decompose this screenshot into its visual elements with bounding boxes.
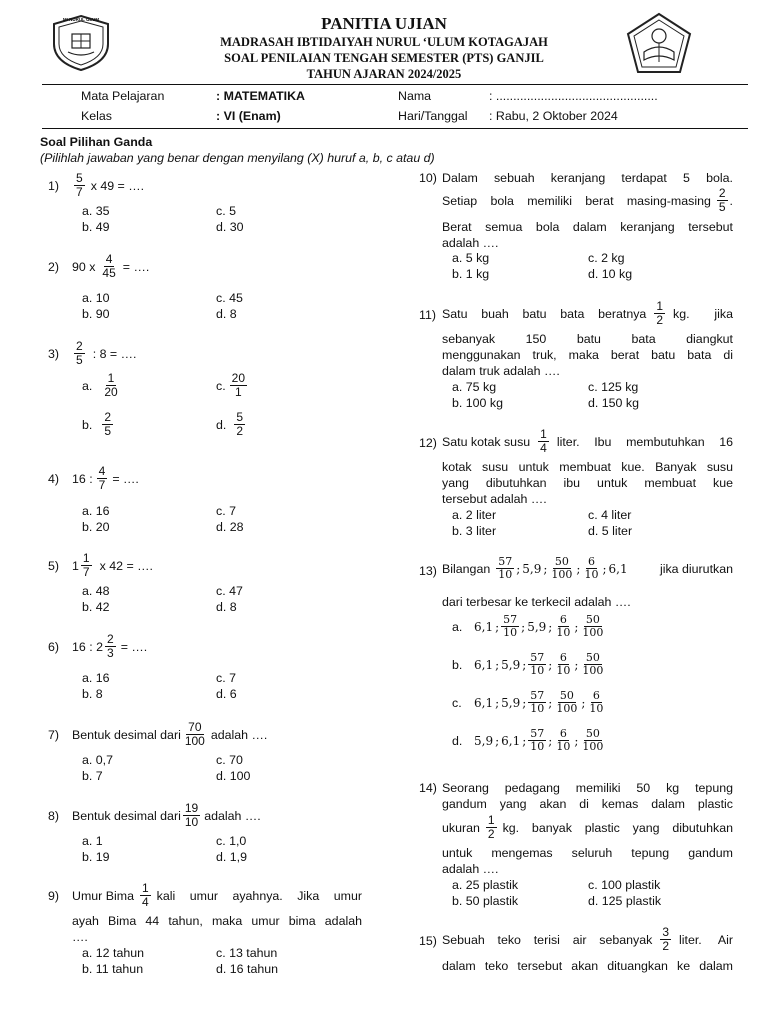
header-title: PANITIA UJIAN <box>321 14 447 33</box>
question-10-line <box>442 187 733 214</box>
question-number: 15) <box>419 934 437 948</box>
question-number: 14) <box>419 781 437 795</box>
denominator: 100 <box>551 568 573 581</box>
question-text: Sebuah teko terisi air sebanyak <box>442 932 653 947</box>
question-text: : 8 = …. <box>92 346 137 361</box>
option-b[interactable] <box>452 652 607 677</box>
denominator: 10 <box>530 740 545 753</box>
denominator: 7 <box>98 478 106 492</box>
numerator: 50 <box>585 651 600 664</box>
denominator: 100 <box>582 626 604 639</box>
question-2 <box>48 253 149 280</box>
fraction <box>102 411 113 438</box>
question-text: x 49 = …. <box>90 178 145 193</box>
class-label: Kelas <box>81 109 112 123</box>
option-c[interactable]: c. 70 <box>216 753 243 767</box>
option-c[interactable] <box>216 372 249 399</box>
fraction <box>660 926 671 953</box>
numerator: 19 <box>184 801 199 815</box>
denominator: 10 <box>530 664 545 677</box>
name-label: Nama <box>398 89 432 103</box>
question-text: kg. jika <box>673 306 733 321</box>
question-text: tersebut adalah …. <box>442 492 547 506</box>
separator: ; <box>495 695 500 710</box>
question-12-line <box>442 428 733 455</box>
denominator: 10 <box>589 702 604 715</box>
separator: ; <box>516 561 521 576</box>
option-a[interactable]: a. 16 <box>82 504 110 518</box>
question-number: 10) <box>419 171 437 185</box>
fraction <box>81 552 92 579</box>
numerator: 6 <box>592 689 600 702</box>
separator: ; <box>522 733 527 748</box>
option-a[interactable]: a. 2 liter <box>452 508 497 522</box>
question-number: 7) <box>48 727 60 742</box>
question-number: 4) <box>48 471 60 486</box>
option-b[interactable]: b. 20 <box>82 520 110 534</box>
denominator: 3 <box>107 646 114 660</box>
number: 5,9 <box>474 733 494 748</box>
numerator: 2 <box>718 186 726 200</box>
number: 6,1 <box>474 657 494 672</box>
fraction <box>74 172 85 199</box>
numerator: 20 <box>231 371 245 385</box>
option-b[interactable]: b. 1 kg <box>452 267 490 281</box>
option-d[interactable]: d. 16 tahun <box>216 962 279 976</box>
denominator: 2 <box>487 827 495 841</box>
number: 6,1 <box>474 695 494 710</box>
question-number: 11) <box>419 308 436 322</box>
option-d[interactable]: d. 150 kg <box>588 396 639 410</box>
separator: ; <box>495 733 500 748</box>
option-a[interactable]: a. 0,7 <box>82 753 114 767</box>
option-a[interactable]: a. 48 <box>82 584 110 598</box>
question-text: 16 : <box>72 471 93 486</box>
question-text: Berat semua bola dalam keranjang tersebut <box>442 220 733 234</box>
question-3 <box>48 340 136 367</box>
separator: ; <box>495 657 500 672</box>
numerator: 57 <box>498 555 513 568</box>
option-b[interactable] <box>82 411 115 438</box>
question-text: kg. banyak plastic yang dibutuhkan <box>502 820 733 835</box>
option-a[interactable]: a. 35 <box>82 204 110 218</box>
denominator: 100 <box>556 702 578 715</box>
mixed-whole: 1 <box>72 558 79 573</box>
question-9 <box>48 882 362 909</box>
numerator: 6 <box>559 727 567 740</box>
number: 5,9 <box>501 657 521 672</box>
numerator: 3 <box>662 925 669 939</box>
question-text: untuk mengemas seluruh tepung gandum <box>442 846 733 860</box>
option-c[interactable]: c. 4 liter <box>588 508 632 522</box>
question-4 <box>48 465 139 492</box>
numerator: 1 <box>141 881 149 895</box>
fraction <box>528 652 546 677</box>
header-exam-name: SOAL PENILAIAN TENGAH SEMESTER (PTS) GANJIL <box>224 51 544 65</box>
fraction <box>105 633 116 660</box>
option-d[interactable]: d. 100 <box>216 769 251 783</box>
fraction <box>528 728 546 753</box>
denominator: 10 <box>556 740 571 753</box>
question-number: 8) <box>48 808 60 823</box>
section-title: Soal Pilihan Ganda <box>40 135 153 149</box>
numerator: 50 <box>585 613 600 626</box>
option-b[interactable]: b. 50 plastik <box>452 894 519 908</box>
option-d[interactable]: d. 6 <box>216 687 237 701</box>
denominator: 5 <box>76 353 83 367</box>
number: 6,1 <box>501 733 521 748</box>
denominator: 7 <box>82 565 90 579</box>
question-number: 6) <box>48 639 60 654</box>
option-letter: d. <box>452 733 463 748</box>
denominator: 10 <box>184 815 199 829</box>
option-b[interactable]: b. 90 <box>82 307 110 321</box>
option-d[interactable] <box>452 728 607 753</box>
question-text: gandum yang akan di kemas dalam plastic <box>442 797 733 811</box>
numerator: 2 <box>104 410 112 424</box>
class-value: : VI (Enam) <box>216 109 281 123</box>
subject-value: : MATEMATIKA <box>216 89 306 103</box>
question-8 <box>48 802 261 829</box>
separator: ; <box>548 657 553 672</box>
number: 5,9 <box>527 619 547 634</box>
question-number: 3) <box>48 346 60 361</box>
fraction <box>538 428 549 455</box>
numerator: 57 <box>503 613 518 626</box>
option-letter: a. <box>82 378 93 393</box>
question-11-line <box>442 300 733 327</box>
option-a[interactable] <box>452 614 607 639</box>
denominator: 5 <box>718 200 726 214</box>
option-b[interactable]: b. 8 <box>82 687 103 701</box>
fraction <box>587 690 605 715</box>
denominator: 2 <box>236 424 244 438</box>
header-divider <box>42 84 748 85</box>
fraction <box>501 614 519 639</box>
denominator: 7 <box>76 185 83 199</box>
question-text: dalam teko tersebut akan dituangkan ke dalam <box>442 959 733 973</box>
option-c[interactable]: c. 7 <box>216 504 236 518</box>
question-text: ayah Bima 44 tahun, maka umur bima adalah <box>72 914 362 928</box>
date-value: : Rabu, 2 Oktober 2024 <box>489 109 618 123</box>
separator: ; <box>522 657 527 672</box>
denominator: 100 <box>582 740 604 753</box>
name-field: : ............................................... <box>489 89 658 103</box>
option-a[interactable]: a. 1 <box>82 834 103 848</box>
fraction <box>582 556 600 581</box>
option-c[interactable]: c. 7 <box>216 671 236 685</box>
separator: ; <box>574 657 579 672</box>
denominator: 2 <box>656 313 663 327</box>
question-text: = …. <box>120 639 148 654</box>
numerator: 6 <box>559 651 567 664</box>
question-text: kotak susu untuk membuat kue. Banyak susu <box>442 460 733 474</box>
option-b[interactable]: b. 49 <box>82 220 110 234</box>
question-text: menggunakan truk, maka berat batu bata di <box>442 348 733 362</box>
fraction <box>580 652 605 677</box>
option-c[interactable]: c. 5 <box>216 204 236 218</box>
numerator: 1 <box>540 427 547 441</box>
question-text: Umur Bima <box>72 888 134 903</box>
option-b[interactable]: b. 3 liter <box>452 524 497 538</box>
question-number: 1) <box>48 178 60 193</box>
fraction <box>554 690 579 715</box>
question-number: 13) <box>419 564 437 578</box>
option-d[interactable]: d. 28 <box>216 520 244 534</box>
header-year: TAHUN AJARAN 2024/2025 <box>306 67 462 81</box>
question-text: Satu buah batu bata beratnya <box>442 306 647 321</box>
info-divider <box>42 128 748 129</box>
fraction <box>554 728 572 753</box>
option-c[interactable]: c. 47 <box>216 584 243 598</box>
number: 6,1 <box>608 561 628 576</box>
numerator: 57 <box>530 727 545 740</box>
fraction <box>486 814 497 841</box>
number-list <box>474 728 607 753</box>
numerator: 4 <box>98 464 106 478</box>
option-letter: c. <box>452 695 462 710</box>
fraction <box>554 652 572 677</box>
logo-left-text: MI NURUL ULUM <box>62 17 100 22</box>
separator: ; <box>548 733 553 748</box>
separator: ; <box>581 695 586 710</box>
denominator: 10 <box>530 702 545 715</box>
option-a[interactable]: a. 12 tahun <box>82 946 145 960</box>
option-c[interactable]: c. 100 plastik <box>588 878 661 892</box>
fraction <box>102 372 119 399</box>
option-c[interactable]: c. 2 kg <box>588 251 625 265</box>
punctuation: . <box>729 193 733 208</box>
question-number: 5) <box>48 558 60 573</box>
question-text: yang dibutuhkan ibu untuk membuat kue <box>442 476 733 490</box>
numerator: 57 <box>530 689 545 702</box>
question-5 <box>48 552 153 579</box>
number-list <box>474 652 607 677</box>
number-list <box>474 614 607 639</box>
header-school-name: MADRASAH IBTIDAIYAH NURUL ‘ULUM KOTAGAJAH <box>220 35 548 49</box>
option-b[interactable]: b. 100 kg <box>452 396 503 410</box>
option-a[interactable]: a. 5 kg <box>452 251 490 265</box>
question-text: liter. Air <box>679 932 733 947</box>
option-d[interactable] <box>216 411 247 438</box>
numerator: 5 <box>236 410 244 424</box>
question-text: adalah …. <box>204 808 261 823</box>
question-text: 16 : 2 <box>72 639 104 654</box>
question-text: x 42 = …. <box>99 558 153 573</box>
fraction <box>140 882 151 909</box>
numerator: 1 <box>487 813 495 827</box>
denominator: 100 <box>184 734 205 748</box>
option-letter: d. <box>216 417 227 432</box>
option-letter: b. <box>452 657 463 672</box>
option-c[interactable]: c. 13 tahun <box>216 946 278 960</box>
question-number: 9) <box>48 888 60 903</box>
denominator: 4 <box>141 895 149 909</box>
option-letter: a. <box>452 619 463 634</box>
option-d[interactable]: d. 125 plastik <box>588 894 662 908</box>
question-text: Seorang pedagang memiliki 50 kg tepung <box>442 781 733 795</box>
number: 6,1 <box>474 619 494 634</box>
numerator: 50 <box>585 727 600 740</box>
question-text: adalah …. <box>210 727 268 742</box>
separator: ; <box>602 561 607 576</box>
denominator: 2 <box>662 939 669 953</box>
section-instruction: (Pilihlah jawaban yang benar dengan menyilang (X) huruf a, b, c atau d) <box>40 151 435 165</box>
option-a[interactable] <box>82 372 122 399</box>
option-a[interactable]: a. 25 plastik <box>452 878 519 892</box>
denominator: 20 <box>104 385 118 399</box>
option-d[interactable]: d. 30 <box>216 220 244 234</box>
denominator: 4 <box>540 441 547 455</box>
separator: ; <box>548 619 553 634</box>
question-text: ukuran <box>442 820 480 835</box>
question-text: dalam truk adalah …. <box>442 364 560 378</box>
denominator: 10 <box>556 664 571 677</box>
option-letter: b. <box>82 417 93 432</box>
denominator: 10 <box>498 568 513 581</box>
question-text: adalah …. <box>442 862 499 876</box>
question-text: = …. <box>122 259 150 274</box>
question-text: dari terbesar ke terkecil adalah …. <box>442 595 631 609</box>
numerator: 4 <box>105 252 113 266</box>
option-c[interactable]: c. 45 <box>216 291 243 305</box>
date-label: Hari/Tanggal <box>398 109 468 123</box>
question-15-line <box>442 926 733 953</box>
question-number: 12) <box>419 436 437 450</box>
question-text: Bentuk desimal dari <box>72 808 181 823</box>
question-7 <box>48 721 267 748</box>
denominator: 100 <box>582 664 604 677</box>
numerator: 2 <box>107 632 114 646</box>
fraction <box>580 614 605 639</box>
question-1 <box>48 172 144 199</box>
number: 5,9 <box>501 695 521 710</box>
question-text: adalah …. <box>442 236 499 250</box>
numerator: 1 <box>107 371 115 385</box>
question-number: 2) <box>48 259 60 274</box>
question-text: = …. <box>112 471 139 486</box>
question-text: kali umur ayahnya. Jika umur <box>156 888 362 903</box>
option-b[interactable]: b. 19 <box>82 850 110 864</box>
fraction <box>183 802 200 829</box>
question-text: 90 x <box>72 259 96 274</box>
option-d[interactable]: d. 8 <box>216 307 237 321</box>
numerator: 6 <box>587 555 595 568</box>
fraction <box>496 556 514 581</box>
numerator: 50 <box>554 555 569 568</box>
fraction <box>100 253 117 280</box>
numerator: 57 <box>530 651 545 664</box>
separator: ; <box>574 733 579 748</box>
question-text: Bentuk desimal dari <box>72 727 181 742</box>
separator: ; <box>522 695 527 710</box>
question-6 <box>48 633 147 660</box>
fraction <box>234 411 245 438</box>
fraction <box>97 465 108 492</box>
numerator: 70 <box>188 720 202 734</box>
number-list <box>494 556 627 581</box>
numerator: 5 <box>76 171 83 185</box>
option-a[interactable]: a. 75 kg <box>452 380 497 394</box>
question-14-line <box>442 814 733 841</box>
denominator: 10 <box>503 626 518 639</box>
numerator: 50 <box>559 689 574 702</box>
separator: ; <box>495 619 500 634</box>
separator: ; <box>548 695 553 710</box>
fraction <box>554 614 572 639</box>
option-d[interactable]: d. 10 kg <box>588 267 633 281</box>
question-text: liter. Ibu membutuhkan 16 <box>556 434 733 449</box>
option-d[interactable]: d. 5 liter <box>588 524 633 538</box>
numerator: 2 <box>76 339 83 353</box>
subject-label: Mata Pelajaran <box>81 89 165 103</box>
denominator: 10 <box>556 626 571 639</box>
option-d[interactable]: d. 1,9 <box>216 850 248 864</box>
number-list <box>474 690 607 715</box>
fraction <box>654 300 665 327</box>
denominator: 10 <box>584 568 599 581</box>
separator: ; <box>521 619 526 634</box>
separator: ; <box>576 561 581 576</box>
option-a[interactable]: a. 10 <box>82 291 110 305</box>
fraction <box>717 187 728 214</box>
fraction <box>74 340 85 367</box>
numerator: 1 <box>82 551 90 565</box>
option-b[interactable]: b. 11 tahun <box>82 962 144 976</box>
question-text: sebanyak 150 batu bata diangkut <box>442 332 733 346</box>
fraction <box>549 556 574 581</box>
question-text: Satu kotak susu <box>442 434 531 449</box>
denominator: 5 <box>104 424 112 438</box>
option-c[interactable]: c. 1,0 <box>216 834 247 848</box>
option-c[interactable] <box>452 690 607 715</box>
option-c[interactable]: c. 125 kg <box>588 380 639 394</box>
option-letter: c. <box>216 378 226 393</box>
fraction <box>580 728 605 753</box>
question-text: …. <box>72 930 88 944</box>
denominator: 1 <box>234 385 242 399</box>
question-text: jika diurutkan <box>659 561 733 576</box>
option-d[interactable]: d. 8 <box>216 600 237 614</box>
number: 5,9 <box>522 561 542 576</box>
fraction <box>528 690 546 715</box>
separator: ; <box>574 619 579 634</box>
numerator: 1 <box>656 299 663 313</box>
question-text: Bilangan <box>442 561 491 576</box>
option-b[interactable]: b. 42 <box>82 600 110 614</box>
numerator: 6 <box>559 613 567 626</box>
question-text: Dalam sebuah keranjang terdapat 5 bola. <box>442 171 733 185</box>
option-b[interactable]: b. 7 <box>82 769 103 783</box>
separator: ; <box>543 561 548 576</box>
option-a[interactable]: a. 16 <box>82 671 110 685</box>
fraction <box>230 372 247 399</box>
fraction <box>183 721 207 748</box>
denominator: 45 <box>102 266 116 280</box>
question-13-line <box>442 556 733 581</box>
question-text: Setiap bola memiliki berat masing-masing <box>442 193 711 208</box>
